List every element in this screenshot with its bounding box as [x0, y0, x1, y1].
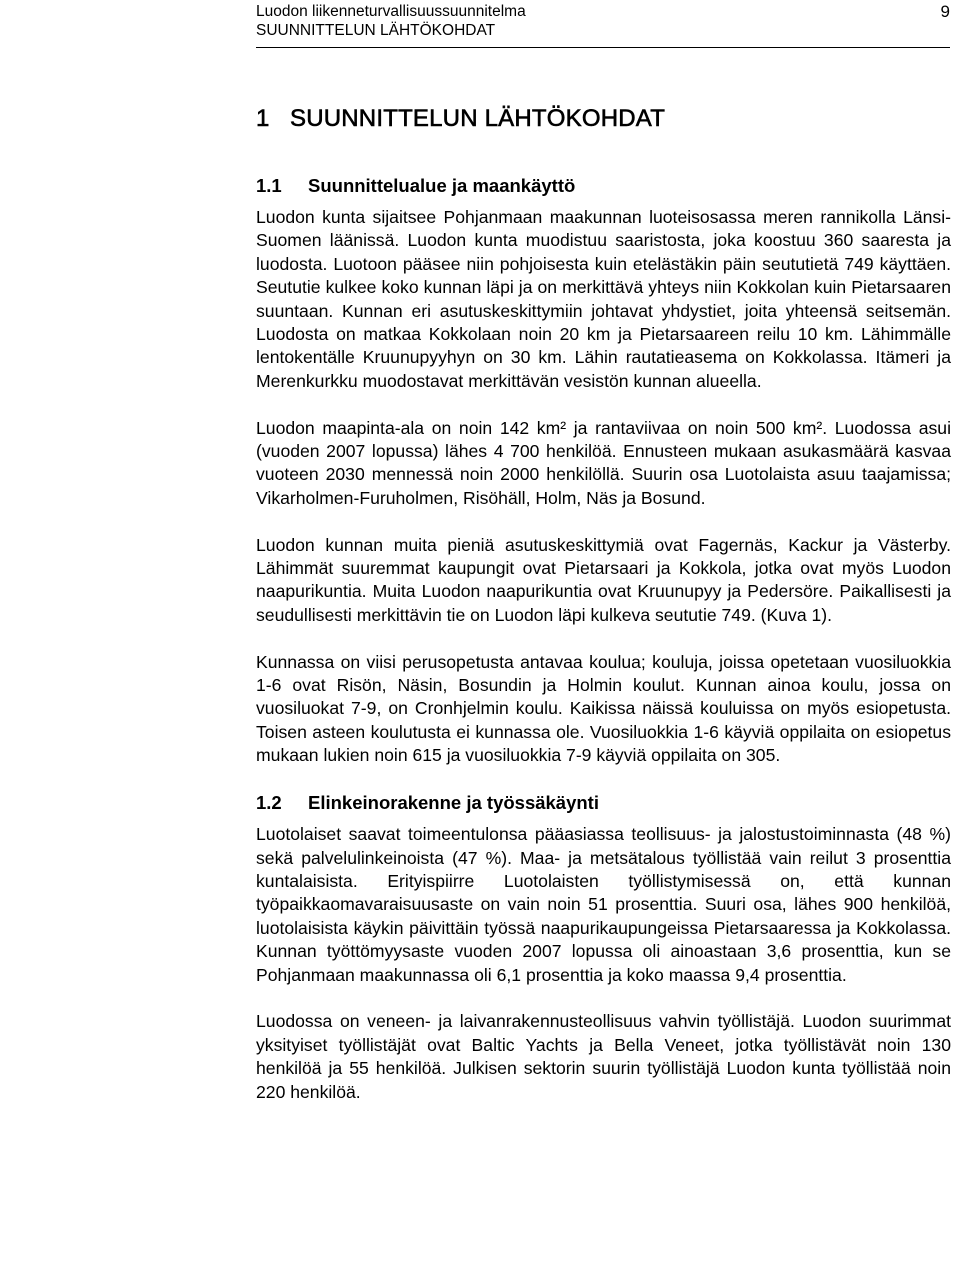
paragraph: Luodon kunnan muita pieniä asutuskeskittymiä ovat Fagernäs, Kackur ja Västerby. Lähimmät suuremmat kaupungit ovat Pietarsaari ja Kokkola, jotka ovat myös Luodon naapurikuntia. Muita Luodon naapurikuntia ovat Kruunupyy ja Pedersöre. Paikallisesti ja seudullisesti merkittävin tie on Luodon läpi kulkeva seututie 749. (Kuva 1). — [256, 534, 951, 625]
document-subtitle: SUUNNITTELUN LÄHTÖKOHDAT — [256, 22, 496, 39]
document-title: Luodon liikenneturvallisuussuunnitelma — [256, 3, 526, 20]
paragraph: Luodon maapinta-ala on noin 142 km² ja rantaviivaa on noin 500 km². Luodossa asui (vuoden 2007 lopussa) lähes 4 700 henkilöä. Ennusteen mukaan asukasmäärä kasvaa vuoteen 2030 mennessä noin 2000 henkilöllä. Suurin osa Luotolaista asuu taajamissa; Vikarholmen-Furuholmen, Risöhäll, Holm, Näs ja Bosund. — [256, 417, 951, 508]
chapter-heading — [256, 103, 951, 135]
section-number: 1.1 — [256, 175, 282, 196]
chapter-number: 1 — [256, 105, 270, 132]
page-body — [256, 103, 951, 1127]
section-title: Suunnittelualue ja maankäyttö — [308, 175, 576, 196]
section-title: Elinkeinorakenne ja työssäkäynti — [308, 792, 599, 814]
section-number: 1.2 — [256, 792, 282, 814]
paragraph: Luodon kunta sijaitsee Pohjanmaan maakunnan luoteisosassa meren rannikolla Länsi-Suomen läänissä. Luodon kunta muodistuu saaristosta, joka koostuu 360 saaresta ja luodosta. Luotoon pääsee niin pohjoisesta kuin etelästäkin päin seututietä 749 käyttäen. Seututie kulkee koko kunnan läpi ja on merkittävä yhteys niin Kokkolan kuin Pietarsaaren suuntaan. Kunnan eri asutuskeskittymiin johtavat yhdystiet, joita yhteensä seitsemän. Luodosta on matkaa Kokkolaan noin 20 km ja Pietarsaareen reilu 10 km. Lähimmälle lentokentälle Kruunupyyhyn on 30 km. Lähin rautatieasema on Kokkolassa. Itämeri ja Merenkurkku muodostavat merkittävän vesistön kunnan alueella. — [256, 207, 951, 391]
section-heading-1-1 — [256, 174, 951, 198]
paragraph: Luodossa on veneen- ja laivanrakennusteollisuus vahvin työllistäjä. Luodon suurimmat yksityiset työllistäjät ovat Baltic Yachts ja Bella Veneet, jotka työllistävät noin 130 henkilöä ja 55 henkilöä. Julkisen sektorin suurin työllistäjä Luodon kunta työllistää noin 220 henkilöä. — [256, 1011, 951, 1102]
section-heading-1-2 — [256, 791, 951, 815]
chapter-title: SUUNNITTELUN LÄHTÖKOHDAT — [290, 105, 666, 132]
header-divider — [256, 47, 950, 48]
page-header — [256, 2, 956, 40]
paragraph: Luotolaiset saavat toimeentulonsa pääasiassa teollisuus- ja jalostustoiminnasta (48 %) sekä palvelulinkeinoista (47 %). Maa- ja metsätalous työllistää vain reilut 3 prosenttia kuntalaisista. Erityispiirre Luotolaisten työllistymisessä on, että kunnan työpaikkaomavaraisuusaste on vain noin 51 prosenttia. Suuri osa, lähes 900 henkilöä, luotolaisista käykin päivittäin työssä naapurikaupungeissa Pietarsaaressa ja Kokkolassa. Kunnan työttömyysaste vuoden 2007 lopussa oli ainoastaan 3,6 prosenttia, kun se Pohjanmaan maakunnassa oli 6,1 prosenttia ja koko maassa 9,4 prosenttia. — [256, 824, 951, 985]
paragraph: Kunnassa on viisi perusopetusta antavaa koulua; kouluja, joissa opetetaan vuosiluokkia 1-6 ovat Risön, Näsin, Bosundin ja Holmin koulut. Kunnan ainoa koulu, jossa on vuosiluokat 7-9, on Cronhjelmin koulu. Kaikissa näissä kouluissa on myös esiopetusta. Toisen asteen koulutusta ei kunnassa ole. Vuosiluokkia 1-6 käyviä oppilaita on esiopetus mukaan lukien noin 615 ja vuosiluokkia 7-9 käyviä oppilaita on 305. — [256, 651, 951, 766]
page-number: 9 — [940, 2, 950, 21]
